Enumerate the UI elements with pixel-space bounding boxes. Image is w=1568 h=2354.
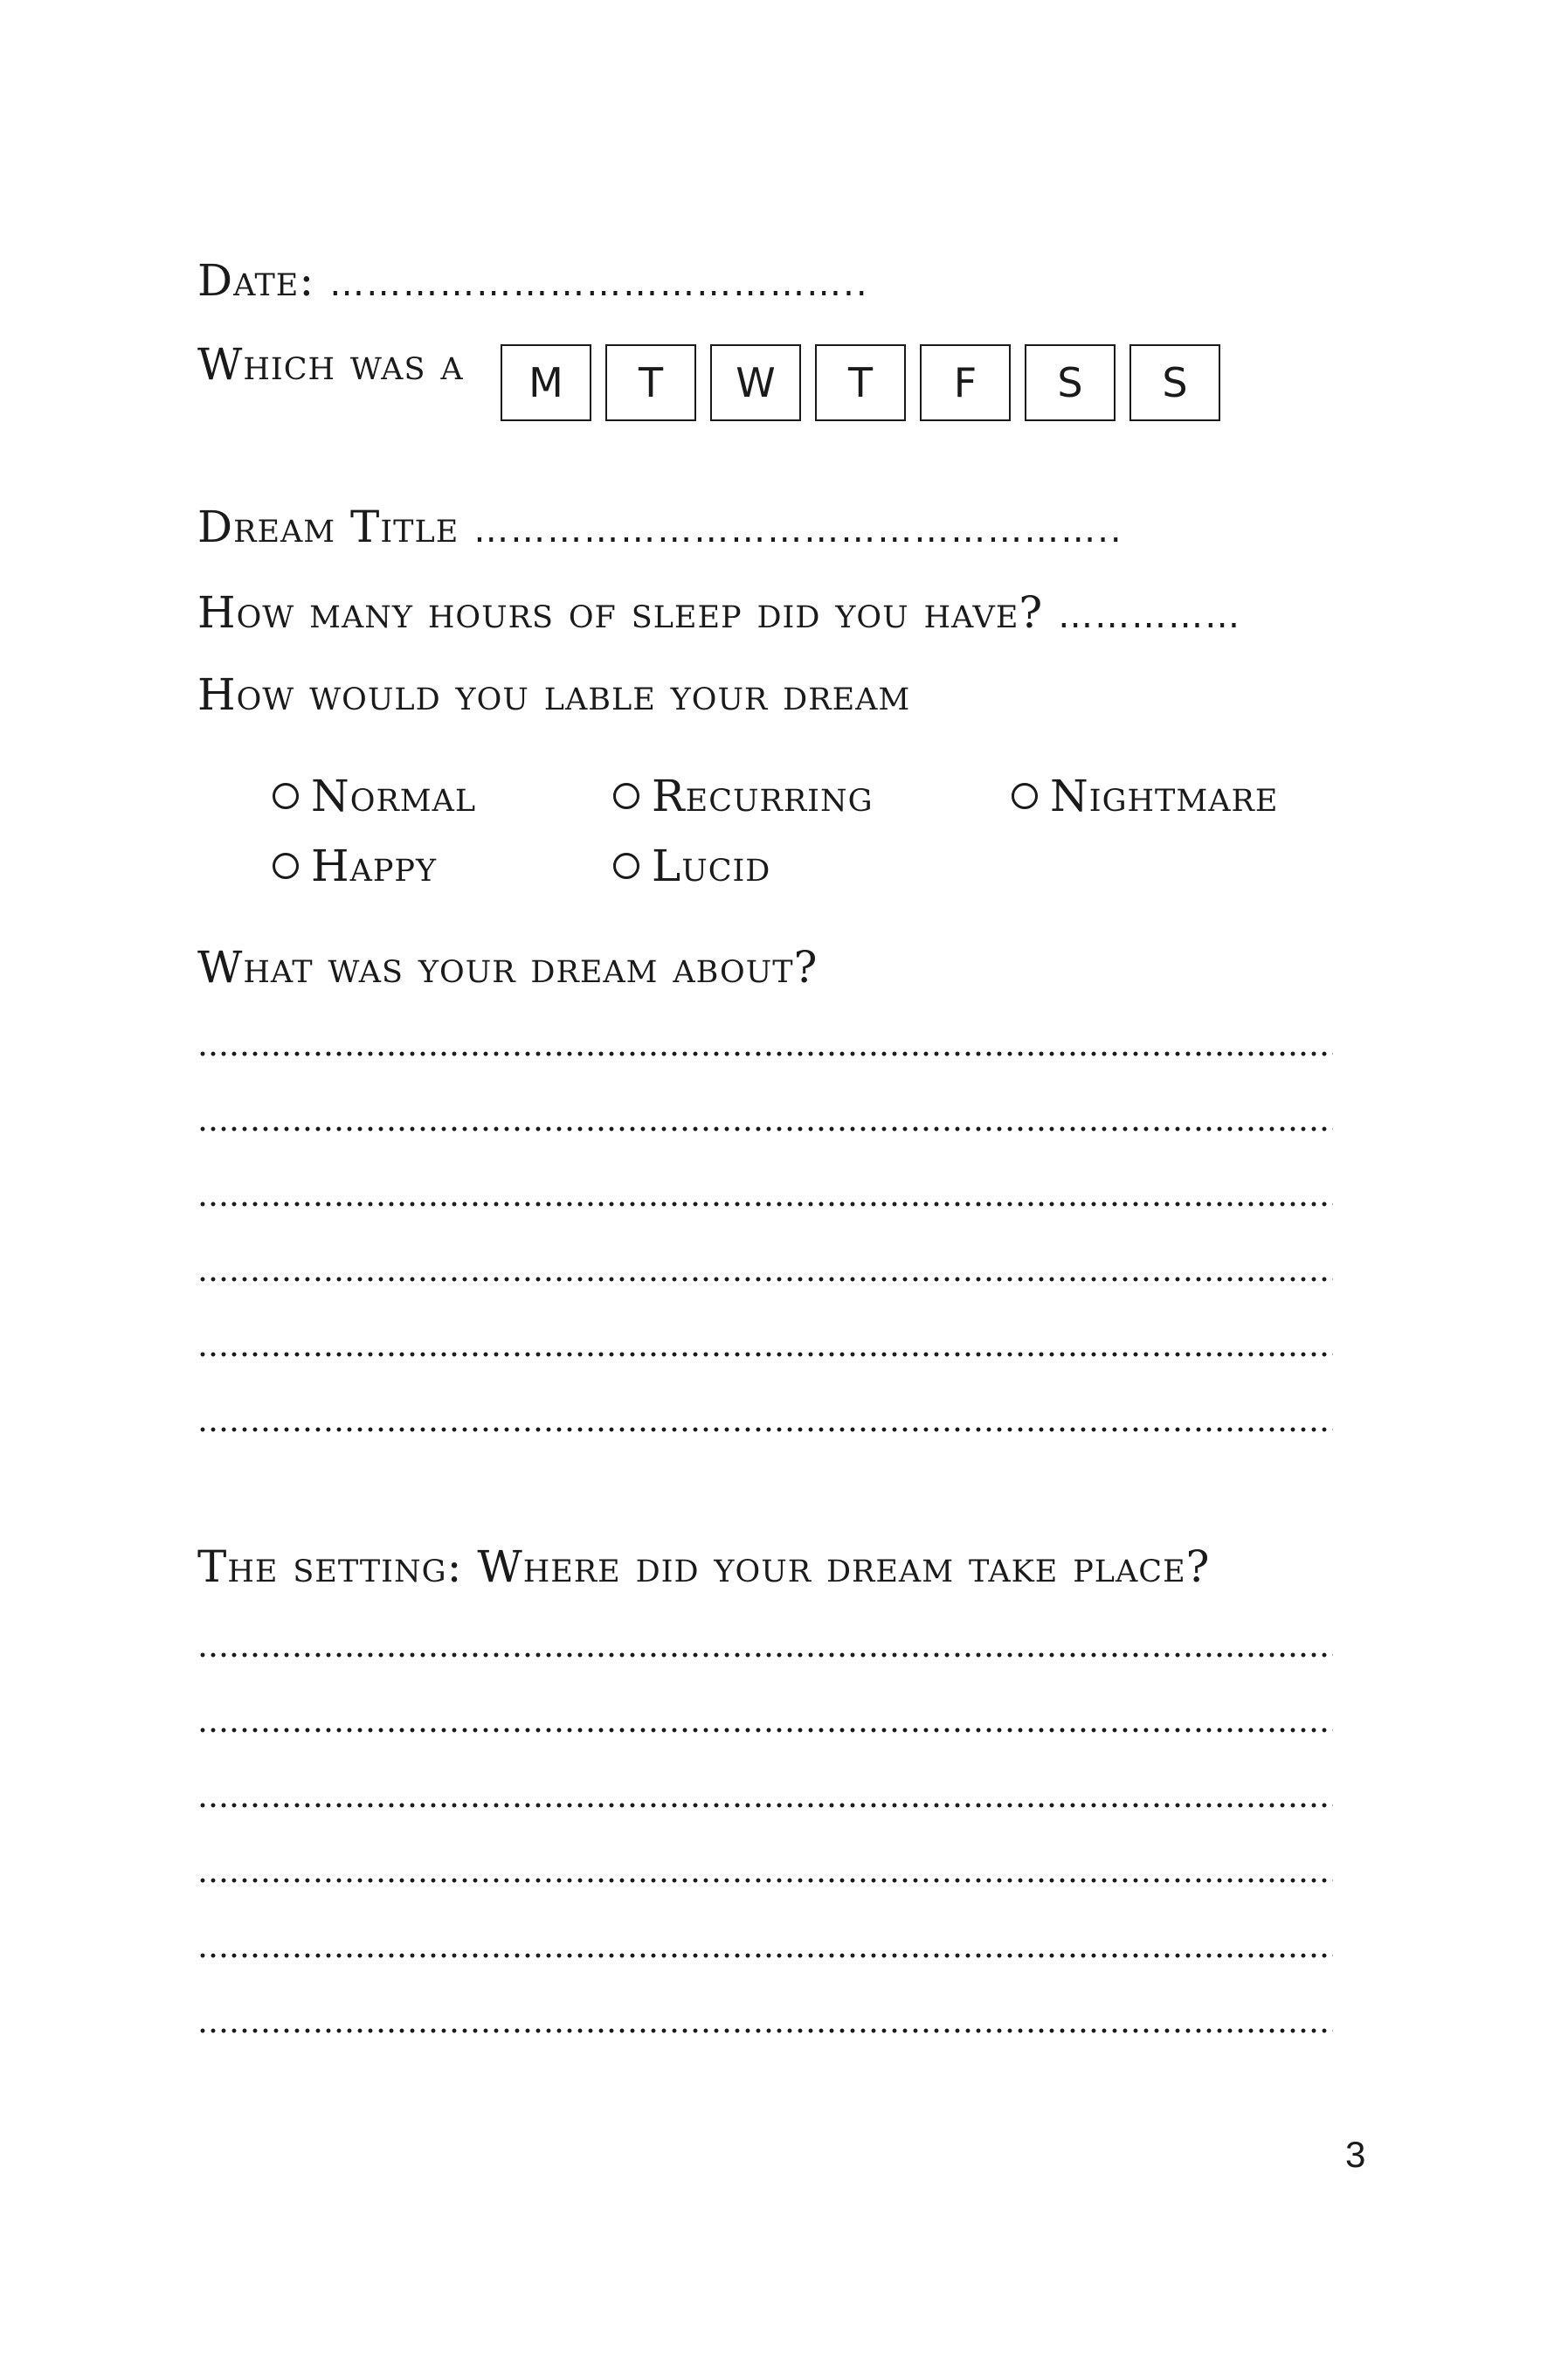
radio-circle-icon — [613, 783, 639, 809]
day-box-wednesday[interactable]: W — [710, 344, 801, 421]
setting-answer-line-2[interactable] — [197, 1725, 1333, 1735]
day-box-monday[interactable]: M — [501, 344, 591, 421]
radio-circle-icon — [273, 783, 299, 809]
title-field[interactable]: …………………………………………….. — [473, 510, 1123, 550]
option-nightmare[interactable] — [1012, 771, 1278, 821]
date-row — [197, 255, 869, 306]
about-answer-line-3[interactable] — [197, 1199, 1333, 1209]
radio-circle-icon — [1012, 783, 1038, 809]
page-number: 3 — [1345, 2134, 1366, 2175]
option-lucid[interactable] — [613, 841, 770, 891]
day-box-thursday[interactable]: T — [815, 344, 906, 421]
about-answer-line-4[interactable] — [197, 1274, 1333, 1284]
option-label: Lucid — [652, 841, 771, 891]
day-box-sunday[interactable]: S — [1129, 344, 1220, 421]
setting-answer-line-4[interactable] — [197, 1875, 1333, 1886]
weekday-selector — [501, 344, 1220, 421]
option-label: Happy — [311, 841, 438, 891]
title-row — [197, 502, 1123, 552]
about-answer-line-1[interactable] — [197, 1049, 1333, 1059]
date-label: Date: — [197, 255, 315, 306]
option-normal[interactable] — [273, 771, 476, 821]
day-box-tuesday[interactable]: T — [605, 344, 696, 421]
option-label: Normal — [311, 771, 477, 821]
title-label: Dream Title — [197, 502, 459, 552]
setting-answer-line-3[interactable] — [197, 1800, 1333, 1811]
day-box-saturday[interactable]: S — [1025, 344, 1116, 421]
option-happy[interactable] — [273, 841, 437, 891]
day-box-friday[interactable]: F — [920, 344, 1011, 421]
about-answer-line-6[interactable] — [197, 1424, 1333, 1435]
option-recurring[interactable] — [613, 771, 874, 821]
setting-answer-line-6[interactable] — [197, 2025, 1333, 2036]
date-field[interactable]: …………………………………….. — [329, 264, 869, 304]
radio-circle-icon — [613, 853, 639, 879]
about-answer-line-2[interactable] — [197, 1124, 1333, 1134]
setting-answer-line-1[interactable] — [197, 1650, 1333, 1660]
setting-answer-line-5[interactable] — [197, 1950, 1333, 1961]
option-label: Recurring — [652, 771, 874, 821]
about-answer-line-5[interactable] — [197, 1349, 1333, 1360]
option-label: Nightmare — [1050, 771, 1279, 821]
setting-question: The setting: Where did your dream take place? — [197, 1541, 1211, 1592]
hours-row — [197, 587, 1241, 638]
about-question: What was your dream about? — [197, 942, 819, 993]
hours-field[interactable]: …………… — [1058, 596, 1242, 636]
label-question: How would you lable your dream — [197, 669, 911, 720]
hours-label: How many hours of sleep did you have? — [197, 587, 1044, 638]
radio-circle-icon — [273, 853, 299, 879]
which-label: Which was a — [197, 339, 464, 390]
